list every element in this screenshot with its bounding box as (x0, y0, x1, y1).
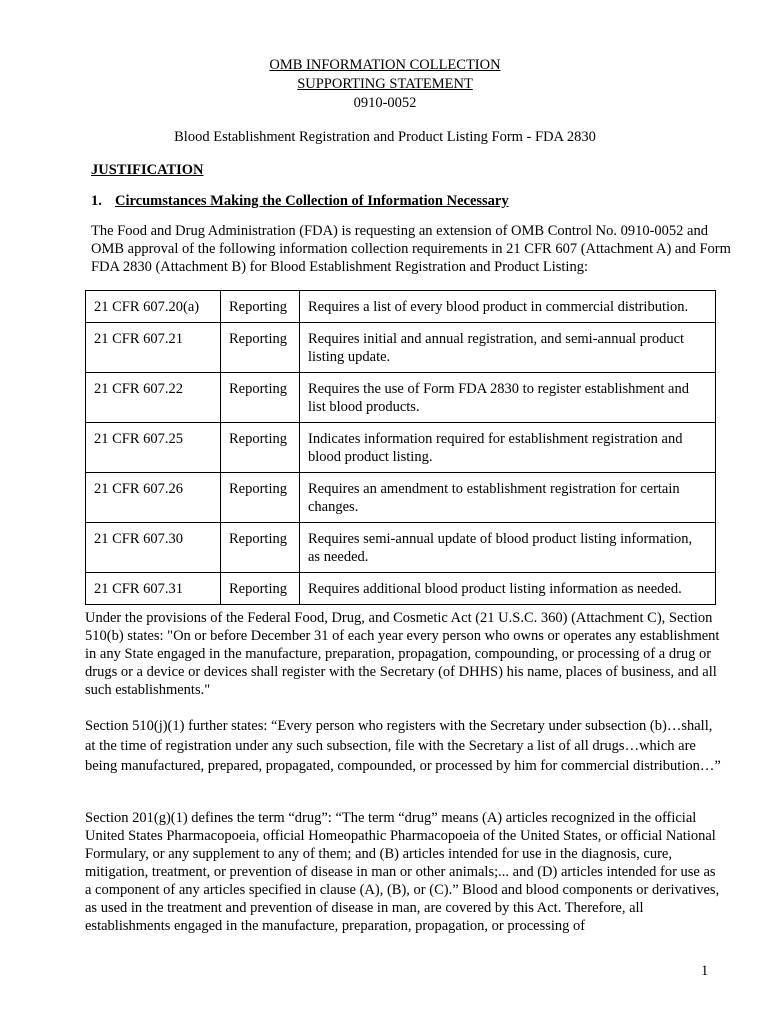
document-header (0, 56, 770, 113)
cfr-requirements-table (85, 290, 716, 605)
cfr-cell: 21 CFR 607.22 (86, 373, 221, 423)
description-cell: Indicates information required for establishment registration and blood product listing. (300, 423, 716, 473)
header-line-2: SUPPORTING STATEMENT (297, 76, 473, 92)
fdca-section-510b-paragraph: Under the provisions of the Federal Food, Drug, and Cosmetic Act (21 U.S.C. 360) (Attachment C), Section 510(b) states: "On or before December 31 of each year every person who owns or operates any establishment in any State engaged in the manufacture, preparation, propagation, compounding, or processing of a drug or drugs or a device or devices shall register with the Secretary (of DHHS) his name, places of business, and all such establishments." (85, 610, 720, 698)
type-cell: Reporting (221, 473, 300, 523)
type-cell: Reporting (221, 423, 300, 473)
table-row (86, 523, 716, 573)
control-number: 0910-0052 (353, 95, 417, 111)
cfr-cell: 21 CFR 607.25 (86, 423, 221, 473)
table-row (86, 291, 716, 323)
cfr-cell: 21 CFR 607.26 (86, 473, 221, 523)
cfr-cell: 21 CFR 607.31 (86, 573, 221, 605)
type-cell: Reporting (221, 291, 300, 323)
cfr-cell: 21 CFR 607.30 (86, 523, 221, 573)
document-subtitle: Blood Establishment Registration and Product Listing Form - FDA 2830 (174, 129, 596, 145)
table-row (86, 323, 716, 373)
description-cell: Requires an amendment to establishment registration for certain changes. (300, 473, 716, 523)
section-1-number: 1. (91, 193, 102, 209)
type-cell: Reporting (221, 523, 300, 573)
type-cell: Reporting (221, 573, 300, 605)
section-1-title: Circumstances Making the Collection of Information Necessary (115, 193, 509, 209)
description-cell: Requires a list of every blood product in commercial distribution. (300, 291, 716, 323)
type-cell: Reporting (221, 323, 300, 373)
justification-heading: JUSTIFICATION (91, 162, 204, 178)
section-201g-paragraph: Section 201(g)(1) defines the term “drug”: “The term “drug” means (A) articles recognized in the official United States Pharmacopoeia, official Homeopathic Pharmacopoeia of the United States, or official National Formulary, or any supplement to any of them; and (B) articles intended for use in the diagnosis, cure, mitigation, treatment, or prevention of disease in man or other animals;... and (D) articles intended for use as a component of any articles specified in clause (A), (B), or (C).” Blood and blood components or derivatives, as used in the treatment and prevention of disease in man, are covered by this Act. Therefore, all establishments engaged in the manufacture, preparation, propagation, or processing of (85, 810, 720, 934)
table-row (86, 373, 716, 423)
table-row (86, 423, 716, 473)
type-cell: Reporting (221, 373, 300, 423)
intro-paragraph: The Food and Drug Administration (FDA) is requesting an extension of OMB Control No. 0910-0052 and OMB approval of the following information collection requirements in 21 CFR 607 (Attachment A) and Form FDA 2830 (Attachment B) for Blood Establishment Registration and Product Listing: (91, 223, 731, 275)
description-cell: Requires semi-annual update of blood product listing information, as needed. (300, 523, 716, 573)
cfr-cell: 21 CFR 607.20(a) (86, 291, 221, 323)
cfr-cell: 21 CFR 607.21 (86, 323, 221, 373)
table-row (86, 573, 716, 605)
page-number: 1 (701, 963, 709, 979)
header-line-1: OMB INFORMATION COLLECTION (269, 57, 501, 73)
table-row (86, 473, 716, 523)
description-cell: Requires initial and annual registration, and semi-annual product listing update. (300, 323, 716, 373)
description-cell: Requires the use of Form FDA 2830 to register establishment and list blood products. (300, 373, 716, 423)
section-510j-paragraph: Section 510(j)(1) further states: “Every person who registers with the Secretary under subsection (b)…shall, at the time of registration under any such subsection, file with the Secretary a list of all drugs…which are being manufactured, prepared, propagated, compounded, or processed by him for commercial distribution…” (85, 718, 721, 774)
section-1-heading (91, 193, 509, 210)
description-cell: Requires additional blood product listing information as needed. (300, 573, 716, 605)
